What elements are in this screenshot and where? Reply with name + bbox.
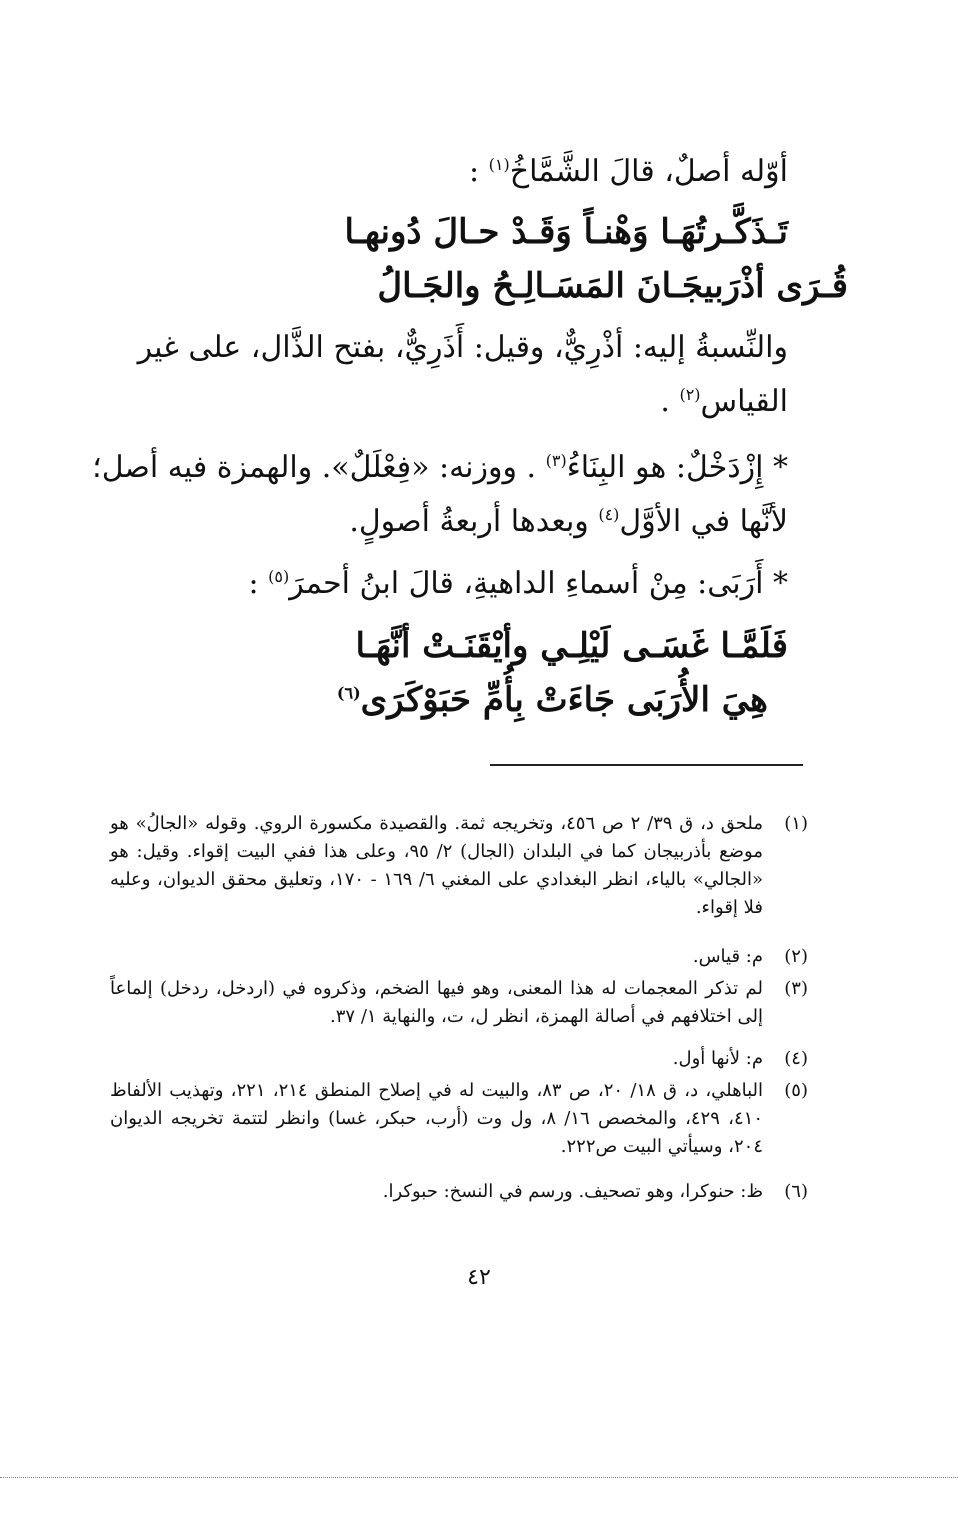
- text-line-1-end: :: [469, 154, 489, 189]
- footnote-ref-6: (٦): [336, 683, 361, 703]
- footnote-ref-4: (٤): [598, 505, 620, 524]
- footnote-separator: [490, 764, 803, 766]
- footnote-3-text: لم تذكر المعجمات له هذا المعنى، وهو فيها الضخم، وذكروه في (اردخل، ردخل) إلماعاً إلى اختلافهم في أصالة الهمزة، انظر ل، ت، والنهاية ١/ ٣٧.: [110, 978, 763, 1027]
- footnote-3-number: (٣): [784, 978, 808, 999]
- footnote-ref-5: (٥): [268, 567, 290, 586]
- footnote-2-number: (٢): [784, 946, 808, 967]
- text-line-1: [110, 150, 788, 194]
- footnote-2-text: م: قياس.: [692, 946, 763, 967]
- footnote-6-text: ظ: حنوكرا، وهو تصحيف. ورسم في النسخ: حبوكرا.: [382, 1181, 763, 1202]
- page-number: ٤٢: [467, 1265, 491, 1290]
- footnote-6-number: (٦): [784, 1181, 808, 1202]
- entry-izdakhl-line-2: [110, 500, 788, 544]
- entry-arabaa-text: * أَرَبَى: مِنْ أسماءِ الداهيةِ، قالَ ابنُ أحمرَ: [289, 566, 788, 601]
- footnote-ref-2: (٢): [679, 385, 701, 404]
- entry-izdakhl-pre: * إِزْدَخْلٌ: هو البِنَاءُ: [566, 450, 788, 485]
- entry-izdakhl-post: . ووزنه: «فِعْلَلٌ». والهمزة فيه أصل؛: [92, 450, 546, 485]
- verse-2-hemistich-2-text: هِيَ الأُرَبَى جَاءَتْ بِأُمِّ حَبَوْكَرَى: [360, 680, 768, 720]
- paragraph-nisba-line-2: [110, 380, 788, 424]
- footnote-ref-3: (٣): [545, 451, 567, 470]
- footnote-5-number: (٥): [784, 1080, 808, 1101]
- text-line-1-content: أوّله أصلٌ، قالَ الشَّمَّاخُ: [509, 154, 788, 189]
- footnote-ref-1: (١): [488, 155, 510, 174]
- entry-arabaa-end: :: [248, 566, 269, 601]
- paragraph-nisba-line-2-text: القياس: [700, 384, 788, 419]
- verse-2-hemistich-1: فَلَمَّـا غَسَـى لَيْلِـي وأيْقَنَـتْ أنَّهَـا: [355, 626, 788, 666]
- footnote-4-text: م: لأنها أول.: [672, 1048, 763, 1069]
- paragraph-nisba-line-2-end: .: [660, 384, 680, 419]
- verse-1-hemistich-2: قُـرَى أذْرَبيجَـانَ المَسَـالِـحُ والجَـالُ: [377, 266, 848, 306]
- footnote-1-text: ملحق د، ق ٣٩/ ٢ ص ٤٥٦، وتخريجه ثمة. والقصيدة مكسورة الروي. وقوله «الجالُ» هو موضع بأذربيجان كما في البلدان (الجال) ٢/ ٩٥، وعلى هذا ففي البيت إقواء. وقيل: هو «الجالي» بالياء، انظر البغدادي على المغني ٦/ ١٦٩ - ١٧٠، وتعليق محقق الديوان، وعليه فلا إقواء.: [110, 813, 763, 918]
- entry-izdakhl-line-2-pre: لأنَّها في الأوَّل: [619, 504, 788, 539]
- footnote-5-text: الباهلي، د، ق ١٨/ ٢٠، ص ٨٣، والبيت له في إصلاح المنطق ٢١٤، ٢٢١، وتهذيب الألفاظ ٤١٠، ٤٢٩، والمخصص ١٦/ ٨، ول وت (أرب، حبكر، غسا) وانظر لتتمة تخريجه الديوان ٢٠٤، وسيأتي البيت ص٢٢٢.: [110, 1080, 764, 1157]
- footnote-1-number: (١): [784, 813, 808, 834]
- footnote-4-number: (٤): [784, 1048, 808, 1069]
- entry-izdakhl-line-1: [92, 446, 788, 490]
- entry-arabaa-line: [110, 562, 788, 606]
- bottom-dotted-rule: [0, 1477, 958, 1478]
- verse-1-hemistich-1: تَـذَكَّـرتُهَـا وَهْنـاً وَقَـدْ حـالَ دُونهـا: [344, 212, 788, 252]
- paragraph-nisba-line-1: والنِّسبةُ إليه: أذْرِيٌّ، وقيل: أَذَرِيٌّ، بفتح الذَّال، على غير: [137, 330, 788, 365]
- entry-izdakhl-line-2-post: وبعدها أربعةُ أصولٍ.: [349, 504, 599, 539]
- verse-2-hemistich-2: [337, 676, 768, 724]
